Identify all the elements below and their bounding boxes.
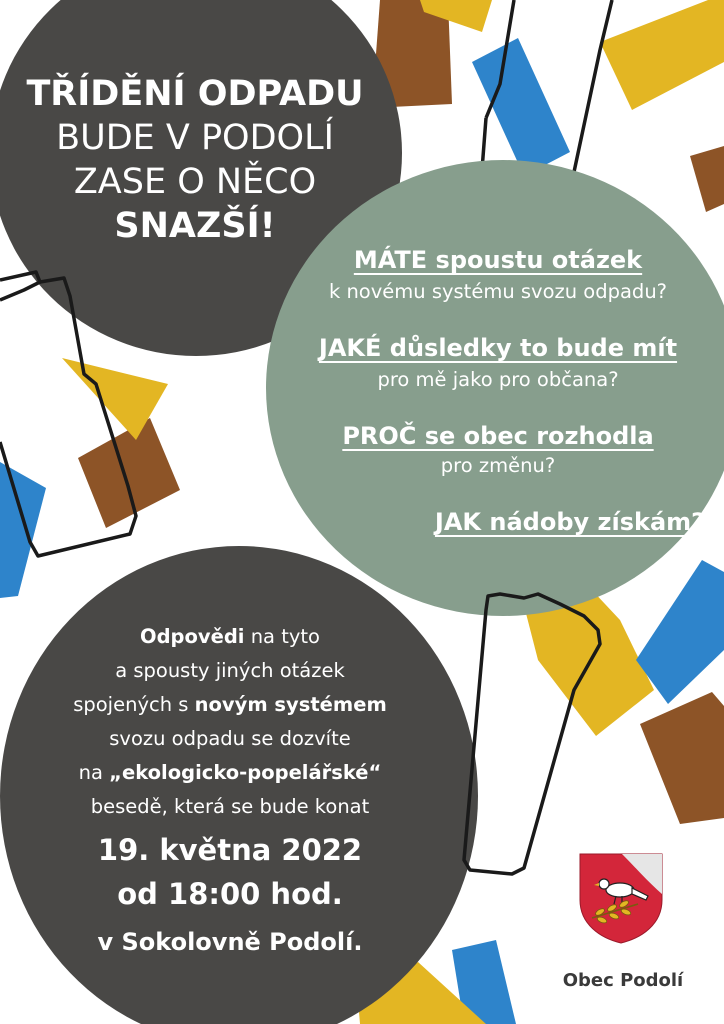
heading-line-4: SNAZŠÍ! — [114, 206, 276, 246]
answer-emphasis: „ekologicko-popelářské“ — [109, 761, 382, 784]
question-3-subtitle: pro změnu? — [440, 454, 556, 477]
municipality-crest-icon — [578, 852, 664, 944]
answer-emphasis: novým systémem — [194, 693, 387, 716]
event-place: v Sokolovně Podolí. — [97, 928, 363, 956]
event-date: 19. května 2022 — [97, 833, 363, 867]
heading-line-2: BUDE V PODOLÍ — [56, 118, 334, 158]
question-4-title: JAK nádoby získám? — [434, 508, 706, 536]
poster-heading — [10, 72, 380, 248]
event-info — [30, 620, 430, 962]
question-2-subtitle: pro mě jako pro občana? — [377, 368, 619, 391]
question-3-title: PROČ se obec rozhodla — [342, 422, 654, 450]
answer-line-3 — [30, 688, 430, 722]
heading-line-1: TŘÍDĚNÍ ODPADU — [26, 74, 364, 114]
answer-line-5 — [30, 756, 430, 790]
trash-bin-outline-icon — [0, 272, 136, 556]
event-time: od 18:00 hod. — [117, 877, 343, 911]
answer-line-1 — [30, 620, 430, 654]
question-1-subtitle: k novému systému svozu odpadu? — [328, 280, 668, 303]
answer-line-2: a spousty jiných otázek — [115, 659, 345, 682]
heading-line-3: ZASE O NĚCO — [73, 162, 317, 202]
question-2-title: JAKÉ důsledky to bude mít — [318, 334, 678, 362]
answer-emphasis: Odpovědi — [140, 625, 245, 648]
trash-bin-outline-icon — [464, 594, 600, 874]
answer-text: na — [78, 761, 110, 784]
question-1-title: MÁTE spoustu otázek — [353, 246, 643, 274]
answer-text: na tyto — [244, 625, 320, 648]
answer-line-6: besedě, která se bude konat — [90, 795, 370, 818]
answer-line-4: svozu odpadu se dozvíte — [109, 727, 351, 750]
answer-text: spojených s — [73, 693, 195, 716]
municipality-name: Obec Podolí — [562, 970, 684, 991]
